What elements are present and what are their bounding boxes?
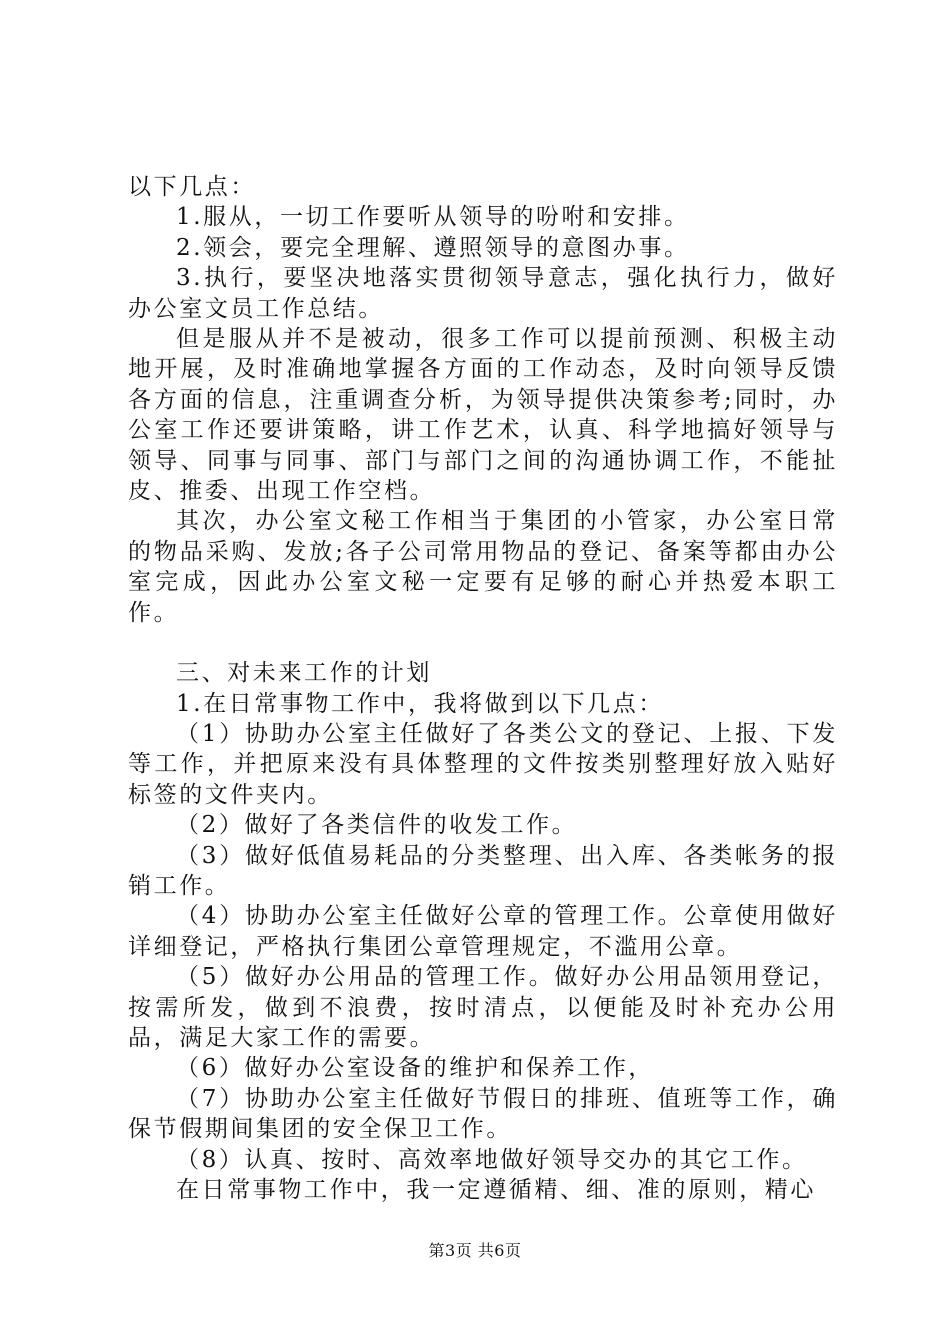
paragraph-understand: 2.领会，要完全理解、遵照领导的意图办事。: [176, 234, 690, 261]
section-heading-future-plan: 三、对未来工作的计划: [176, 660, 432, 687]
list-item-8: （8）认真、按时、高效率地做好领导交办的其它工作。: [176, 1146, 808, 1173]
paragraph-secondly: 其次，办公室文秘工作相当于集团的小管家，办公室日常的物品采购、发放;各子公司常用物品的登记、备案等都由办公室完成，因此办公室文秘一定要有足够的耐心并热爱本职工作。: [128, 508, 838, 626]
paragraph-not-passive: 但是服从并不是被动，很多工作可以提前预测、积极主动地开展，及时准确地掌握各方面的工作动态，及时向领导反馈各方面的信息，注重调查分析，为领导提供决策参考;同时，办公室工作还要讲策略，讲工作艺术，认真、科学地搞好领导与领导、同事与同事、部门与部门之间的沟通协调工作，不能扯皮、推委、出现工作空档。: [128, 326, 838, 505]
list-item-7: （7）协助办公室主任做好节假日的排班、值班等工作，确保节假期间集团的安全保卫工作。: [128, 1085, 838, 1143]
paragraph-intro-continuation: 以下几点：: [128, 174, 256, 200]
list-item-4: （4）协助办公室主任做好公章的管理工作。公章使用做好详细登记，严格执行集团公章管理规定，不滥用公章。: [128, 903, 838, 960]
page-number-footer: 第3页 共6页: [428, 1241, 522, 1260]
document-body: [128, 172, 838, 1205]
list-item-3: （3）做好低值易耗品的分类整理、出入库、各类帐务的报销工作。: [128, 842, 838, 899]
list-item-6: （6）做好办公室设备的维护和保养工作，: [176, 1055, 655, 1082]
list-item-5: （5）做好办公用品的管理工作。做好办公用品领用登记，按需所发，做到不浪费，按时清点，以便能及时补充办公用品，满足大家工作的需要。: [128, 964, 838, 1051]
paragraph-obey: 1.服从，一切工作要听从领导的吩咐和安排。: [176, 204, 690, 231]
paragraph-closing: 在日常事物工作中，我一定遵循精、细、准的原则，精心: [176, 1177, 816, 1203]
list-item-2: （2）做好了各类信件的收发工作。: [176, 812, 578, 839]
paragraph-daily-affairs: 1.在日常事物工作中，我将做到以下几点：: [176, 690, 664, 717]
paragraph-execute: 3.执行，要坚决地落实贯彻领导意志，强化执行力，做好办公室文员工作总结。: [128, 265, 838, 322]
list-item-1: （1）协助办公室主任做好了各类公文的登记、上报、下发等工作，并把原来没有具体整理的文件按类别整理好放入贴好标签的文件夹内。: [128, 720, 838, 808]
